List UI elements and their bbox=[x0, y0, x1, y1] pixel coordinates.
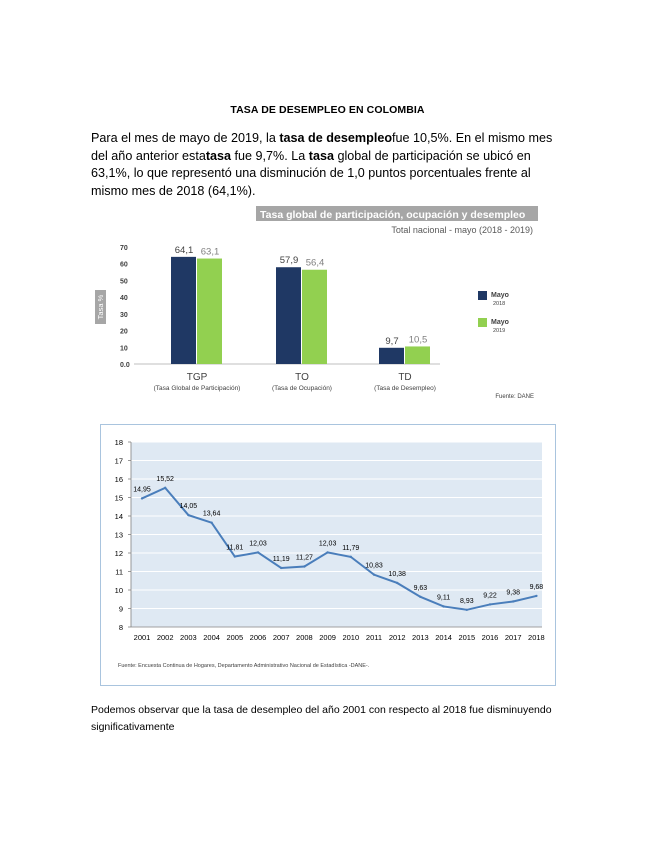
intro-text-4: global de participación se ubicó en 63,1%, lo que representó una disminución de 1,0 puntos porcentuales frente al mismo mes de 2018 (64,1%). bbox=[91, 148, 531, 198]
data-point bbox=[280, 567, 282, 569]
y-tick-label: 13 bbox=[114, 530, 123, 540]
data-point bbox=[466, 609, 468, 611]
intro-paragraph bbox=[91, 130, 566, 200]
y-tick-label: 70 bbox=[120, 245, 128, 252]
x-tick-label: 2011 bbox=[365, 633, 383, 642]
data-point bbox=[489, 603, 491, 605]
data-label: 9,38 bbox=[506, 589, 521, 597]
data-point bbox=[141, 497, 143, 499]
data-point bbox=[535, 595, 537, 597]
x-tick-label: 2016 bbox=[481, 633, 499, 642]
legend-year: 2019 bbox=[493, 328, 506, 334]
category-note: (Tasa de Ocupación) bbox=[272, 385, 332, 392]
bar-to-2019 bbox=[302, 270, 327, 364]
data-point bbox=[303, 565, 305, 567]
legend-year: 2018 bbox=[493, 301, 506, 307]
x-tick-label: 2006 bbox=[249, 633, 267, 642]
category-labels bbox=[154, 372, 436, 392]
y-tick-label: 50 bbox=[120, 278, 128, 286]
x-tick-label: 2010 bbox=[342, 633, 360, 642]
bar-to-2018 bbox=[276, 267, 301, 364]
x-tick-label: 2008 bbox=[296, 633, 313, 642]
x-tick-label: 2003 bbox=[180, 633, 197, 642]
data-label: 13,64 bbox=[202, 510, 221, 518]
intro-text-3: fue 9,7%. La bbox=[231, 148, 309, 163]
y-tick-label: 12 bbox=[114, 549, 123, 558]
legend-label: Mayo bbox=[491, 292, 509, 299]
chart-title: Tasa global de participación, ocupación y desempleo bbox=[260, 209, 526, 221]
legend-swatch-2018 bbox=[478, 291, 487, 300]
source-note: Fuente: Encuesta Continua de Hogares, Departamento Administrativo Nacional de Estadística -DANE-. bbox=[118, 663, 370, 669]
x-tick-label: 2013 bbox=[412, 633, 429, 642]
x-tick-label: 2009 bbox=[319, 633, 336, 642]
y-tick-label: 0.0 bbox=[120, 362, 130, 369]
data-label: 15,52 bbox=[156, 475, 174, 483]
data-label: 9,68 bbox=[529, 583, 544, 591]
source-note: Fuente: DANE bbox=[495, 394, 534, 400]
data-point bbox=[512, 600, 514, 602]
data-label: 10,83 bbox=[365, 562, 383, 570]
chart-subtitle: Total nacional - mayo (2018 - 2019) bbox=[391, 225, 533, 235]
x-tick-label: 2001 bbox=[133, 633, 151, 642]
data-label: 11,81 bbox=[226, 544, 244, 552]
data-point bbox=[350, 556, 352, 558]
data-point bbox=[326, 551, 328, 553]
data-label: 9,63 bbox=[413, 584, 428, 592]
y-tick-label: 10 bbox=[120, 345, 128, 353]
data-label: 8,93 bbox=[459, 597, 474, 605]
x-tick-label: 2004 bbox=[203, 633, 220, 642]
data-label: 56,4 bbox=[305, 257, 325, 269]
data-label: 12,03 bbox=[249, 540, 267, 548]
y-tick-label: 16 bbox=[114, 475, 123, 484]
intro-text-2: fue 10,5%. En el mismo mes del año anterior esta bbox=[91, 131, 553, 163]
data-point bbox=[187, 514, 189, 516]
legend-swatch-2019 bbox=[478, 318, 487, 327]
data-label: 14,05 bbox=[179, 503, 198, 511]
x-tick-label: 2002 bbox=[156, 633, 174, 642]
y-tick-label: 20 bbox=[120, 328, 128, 336]
category-note: (Tasa Global de Participación) bbox=[153, 385, 241, 392]
data-label: 57,9 bbox=[279, 255, 299, 267]
y-tick-label: 40 bbox=[120, 295, 128, 303]
category-note: (Tasa de Desempleo) bbox=[374, 385, 436, 392]
bar-td-2019 bbox=[405, 346, 430, 364]
x-tick-label: 2012 bbox=[388, 633, 406, 642]
data-label: 9,22 bbox=[483, 592, 497, 600]
y-tick-label: 9 bbox=[118, 604, 123, 614]
data-label: 64,1 bbox=[174, 244, 194, 256]
y-tick-label: 60 bbox=[120, 261, 128, 269]
y-axis-label: Tasa % bbox=[96, 294, 105, 320]
y-tick-label: 11 bbox=[115, 567, 123, 577]
y-tick-label: 15 bbox=[114, 493, 123, 503]
unemployment-line-chart bbox=[100, 424, 556, 686]
x-tick-label: 2015 bbox=[458, 633, 476, 642]
intro-bold-1: tasa de desempleo bbox=[279, 131, 393, 145]
data-label: 11,79 bbox=[342, 544, 360, 552]
y-tick-label: 18 bbox=[114, 438, 123, 447]
data-point bbox=[164, 487, 166, 489]
bar-td-2018 bbox=[379, 348, 404, 364]
data-point bbox=[373, 573, 375, 575]
category-label: TO bbox=[295, 372, 309, 383]
intro-bold-2: tasa bbox=[205, 148, 232, 163]
y-tick-label: 8 bbox=[118, 623, 123, 632]
category-label: TD bbox=[398, 372, 412, 383]
data-label: 14,95 bbox=[133, 486, 151, 494]
bars bbox=[171, 245, 430, 364]
intro-text-1: Para el mes de mayo de 2019, la bbox=[91, 131, 280, 145]
data-label: 9,7 bbox=[385, 335, 399, 347]
x-tick-label: 2014 bbox=[435, 633, 452, 642]
x-tick-label: 2005 bbox=[226, 633, 244, 642]
data-label: 10,5 bbox=[408, 334, 428, 346]
data-label: 63,1 bbox=[200, 246, 220, 258]
data-point bbox=[257, 551, 259, 553]
data-label: 11,27 bbox=[295, 554, 313, 562]
legend bbox=[478, 291, 509, 334]
data-point bbox=[396, 582, 398, 584]
conclusion-paragraph: Podemos observar que la tasa de desempleo del año 2001 con respecto al 2018 fue disminuyendo significativamente bbox=[91, 704, 552, 733]
data-label: 11,19 bbox=[272, 555, 290, 563]
y-tick-label: 17 bbox=[114, 456, 123, 466]
bar-tgp-2019 bbox=[197, 259, 222, 364]
intro-bold-3: tasa bbox=[308, 148, 334, 163]
data-point bbox=[442, 605, 444, 607]
category-label: TGP bbox=[186, 372, 208, 383]
data-point bbox=[419, 596, 421, 598]
data-label: 12,03 bbox=[318, 540, 337, 548]
bar-tgp-2018 bbox=[171, 257, 196, 364]
y-tick-label: 10 bbox=[114, 586, 123, 595]
page-title: TASA DE DESEMPLEO EN COLOMBIA bbox=[230, 104, 425, 116]
legend-label: Mayo bbox=[491, 319, 509, 326]
data-label: 10,38 bbox=[388, 570, 406, 578]
y-tick-label: 14 bbox=[114, 512, 123, 521]
data-label: 9,11 bbox=[437, 594, 451, 602]
data-point bbox=[210, 521, 212, 523]
x-tick-label: 2018 bbox=[528, 633, 545, 642]
participation-bar-chart bbox=[90, 204, 550, 412]
data-point bbox=[234, 555, 236, 557]
y-tick-label: 30 bbox=[120, 311, 128, 319]
x-tick-label: 2007 bbox=[272, 633, 290, 642]
x-tick-label: 2017 bbox=[504, 633, 522, 642]
